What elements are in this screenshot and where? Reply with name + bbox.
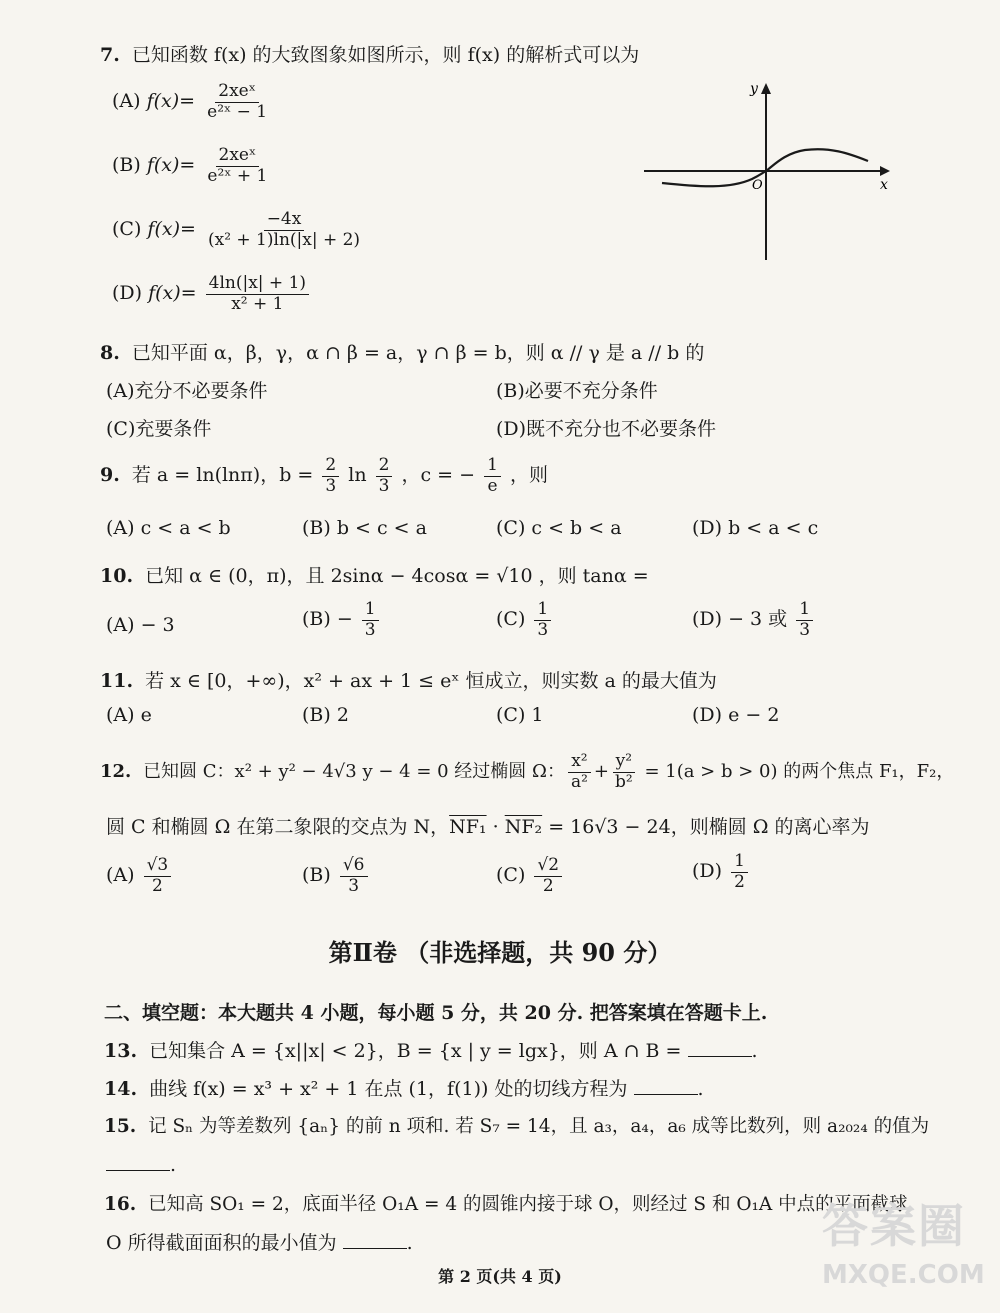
option-12a (106, 856, 174, 896)
question-16 (104, 1190, 908, 1216)
question-16-line-2 (106, 1228, 413, 1255)
option-text: (C) (496, 608, 526, 631)
option-lhs: f(x)= (146, 90, 196, 113)
option-label: (B) (112, 154, 141, 177)
option-label: (C) (112, 218, 142, 241)
option-8b: (B)必要不充分条件 (496, 380, 658, 402)
fraction (568, 752, 591, 792)
question-stem: 已知函数 f(x) 的大致图象如图所示，则 f(x) 的解析式可以为 (131, 44, 640, 66)
numerator: 1 (796, 600, 813, 621)
section-title: 第Ⅱ卷 （非选择题，共 90 分） (328, 938, 672, 967)
question-number: 15. (104, 1116, 137, 1137)
stem-part: 圆 C 和椭圆 Ω 在第二象限的交点为 N， (106, 816, 450, 838)
question-10 (100, 561, 649, 588)
question-13 (104, 1036, 758, 1063)
denominator: 3 (364, 619, 376, 640)
option-text: (A) − 3 (106, 614, 175, 636)
question-15 (104, 1112, 929, 1138)
y-axis-arrow-icon (761, 83, 771, 94)
question-stem: 已知 α ∈ (0，π)，且 2sinα − 4cosα = √10 ，则 tanα = (145, 565, 649, 587)
fraction (204, 82, 270, 122)
fraction (796, 600, 813, 640)
stem-part: = 1(a > b > 0) 的两个焦点 F₁，F₂， (644, 761, 955, 783)
option-7d (112, 274, 312, 314)
option-lhs: f(x)= (146, 154, 196, 177)
denominator: 3 (325, 475, 337, 496)
denominator: e²ˣ + 1 (207, 165, 268, 186)
fraction (731, 852, 748, 892)
plus-sign: + (593, 761, 609, 783)
option-8c: (C)充要条件 (106, 418, 212, 440)
option-11c: (C) 1 (496, 704, 544, 726)
numerator: 2xeˣ (216, 146, 260, 167)
numerator: −4x (264, 210, 305, 231)
option-10b (302, 600, 382, 640)
question-number: 11. (100, 670, 134, 692)
option-text: (C) (496, 864, 526, 887)
period: . (697, 1078, 704, 1100)
denominator: 2 (152, 875, 163, 896)
option-9a: (A) c < a < b (106, 517, 231, 539)
x-axis-arrow-icon (880, 166, 890, 176)
fraction (534, 600, 551, 640)
section-header-text: 二、填空题：本大题共 4 小题，每小题 5 分，共 20 分. 把答案填在答题卡上. (104, 1002, 768, 1024)
period: . (406, 1232, 413, 1254)
answer-blank[interactable] (634, 1076, 698, 1095)
denominator: a² (570, 771, 588, 792)
question-number: 14. (104, 1078, 138, 1100)
question-15-line-2 (106, 1152, 176, 1176)
question-11 (100, 666, 717, 693)
option-10c (496, 600, 554, 640)
numerator: 1 (534, 600, 551, 621)
question-number: 8. (100, 342, 120, 364)
section-header (104, 998, 767, 1025)
numerator: √3 (144, 856, 172, 877)
option-text: (A) (106, 864, 135, 887)
answer-blank[interactable] (343, 1230, 407, 1249)
denominator: e²ˣ − 1 (207, 101, 268, 122)
fraction (376, 456, 393, 496)
option-10a (106, 614, 175, 636)
period: . (170, 1154, 177, 1176)
vector-nf1: NF₁ (449, 816, 487, 838)
numerator: 1 (731, 852, 748, 873)
stem-part: 若 a = ln(lnπ)，b = (131, 464, 314, 487)
numerator: y² (613, 752, 635, 773)
stem-part: 已知圆 C：x² + y² − 4√3 y − 4 = 0 经过椭圆 Ω： (143, 761, 565, 783)
watermark-site-text: MXQE.COM (822, 1260, 985, 1290)
stem-part: ，则 (509, 464, 548, 487)
option-11b: (B) 2 (302, 704, 349, 726)
option-text: (D) − 3 或 (692, 608, 788, 631)
x-axis-label: x (880, 177, 888, 193)
question-7 (100, 40, 639, 67)
question-number: 12. (100, 761, 132, 783)
denominator: 3 (799, 619, 811, 640)
question-12-line-2 (106, 812, 870, 839)
question-stem: 已知平面 α，β，γ，α ∩ β = a，γ ∩ β = b，则 α // γ 是 a // b 的 (131, 342, 705, 364)
fraction (205, 210, 363, 250)
period: . (751, 1040, 758, 1062)
option-text: (B) (302, 864, 331, 887)
numerator: 2xeˣ (215, 82, 259, 103)
vector-nf2: NF₂ (504, 816, 543, 838)
option-7a (112, 82, 273, 122)
stem-part: ln (348, 464, 367, 487)
watermark-logo (822, 1190, 992, 1310)
question-14 (104, 1074, 704, 1101)
question-stem: 已知高 SO₁ = 2，底面半径 O₁A = 4 的圆锥内接于球 O，则经过 S 和 O₁A 中点的平面截球 (148, 1194, 908, 1215)
option-8d: (D)既不充分也不必要条件 (496, 418, 717, 440)
option-label: (D) (112, 282, 143, 305)
stem-part: = 16√3 − 24，则椭圆 Ω 的离心率为 (548, 816, 870, 838)
denominator: 2 (734, 871, 745, 892)
page-footer: 第 2 页(共 4 页) (438, 1267, 562, 1286)
option-lhs: f(x)= (147, 218, 196, 241)
denominator: x² + 1 (231, 293, 284, 314)
numerator: √6 (340, 856, 368, 877)
option-9c: (C) c < b < a (496, 517, 622, 539)
answer-blank[interactable] (688, 1038, 752, 1057)
denominator: b² (615, 771, 633, 792)
question-stem: 曲线 f(x) = x³ + x² + 1 在点 (1，f(1)) 处的切线方程为 (149, 1078, 628, 1100)
function-graph (640, 75, 900, 265)
numerator: 1 (484, 456, 501, 477)
dot-product-sign: · (492, 816, 499, 838)
fraction (340, 856, 368, 896)
option-9b: (B) b < c < a (302, 517, 427, 539)
fraction (206, 274, 309, 314)
fraction (144, 856, 172, 896)
fraction (322, 456, 339, 496)
question-stem: 若 x ∈ [0，+∞)，x² + ax + 1 ≤ eˣ 恒成立，则实数 a 的最大值为 (145, 670, 717, 692)
question-12 (100, 752, 954, 792)
question-number: 10. (100, 565, 134, 587)
option-label: (A) (112, 90, 141, 113)
fraction (534, 856, 562, 896)
stem-part: ，c = − (401, 464, 476, 487)
numerator: 1 (362, 600, 379, 621)
option-10d (692, 600, 816, 640)
option-9d: (D) b < a < c (692, 517, 819, 539)
denominator: (x² + 1)ln(|x| + 2) (207, 229, 361, 250)
question-number: 16. (104, 1194, 137, 1215)
denominator: 2 (542, 875, 554, 896)
answer-blank[interactable] (106, 1152, 170, 1171)
numerator: √2 (534, 856, 562, 877)
denominator: 3 (537, 619, 549, 640)
fraction (362, 600, 379, 640)
option-12b (302, 856, 371, 896)
fraction (612, 752, 636, 792)
option-12d (692, 852, 751, 892)
denominator: 3 (378, 475, 390, 496)
question-stem: 记 Sₙ 为等差数列 {aₙ} 的前 n 项和. 若 S₇ = 14，且 a₃，a₄，a₆ 成等比数列，则 a₂₀₂₄ 的值为 (148, 1116, 930, 1137)
stem-part: O 所得截面面积的最小值为 (106, 1232, 337, 1254)
question-number: 7. (100, 44, 120, 66)
question-8 (100, 338, 704, 365)
question-9 (100, 456, 548, 496)
numerator: 4ln(|x| + 1) (206, 274, 309, 295)
question-number: 13. (104, 1040, 138, 1062)
option-7c (112, 210, 366, 250)
denominator: e (487, 475, 498, 496)
option-text: (B) − (302, 608, 353, 631)
question-stem: 已知集合 A = {x||x| < 2}，B = {x | y = lgx}，则 A ∩ B = (149, 1040, 682, 1062)
denominator: 3 (348, 875, 360, 896)
numerator: x² (568, 752, 590, 773)
option-8a: (A)充分不必要条件 (106, 380, 268, 402)
option-text: (D) (692, 860, 723, 883)
y-axis-label: y (750, 81, 758, 97)
fraction (484, 456, 501, 496)
watermark-logo-text: 答案圈 (822, 1199, 966, 1253)
numerator: 2 (376, 456, 393, 477)
option-11a: (A) e (106, 704, 152, 726)
origin-label: O (752, 178, 763, 193)
question-number: 9. (100, 464, 120, 487)
option-12c (496, 856, 565, 896)
numerator: 2 (322, 456, 339, 477)
option-11d: (D) e − 2 (692, 704, 780, 726)
option-lhs: f(x)= (148, 282, 197, 305)
fraction (204, 146, 270, 186)
option-7b (112, 146, 273, 186)
